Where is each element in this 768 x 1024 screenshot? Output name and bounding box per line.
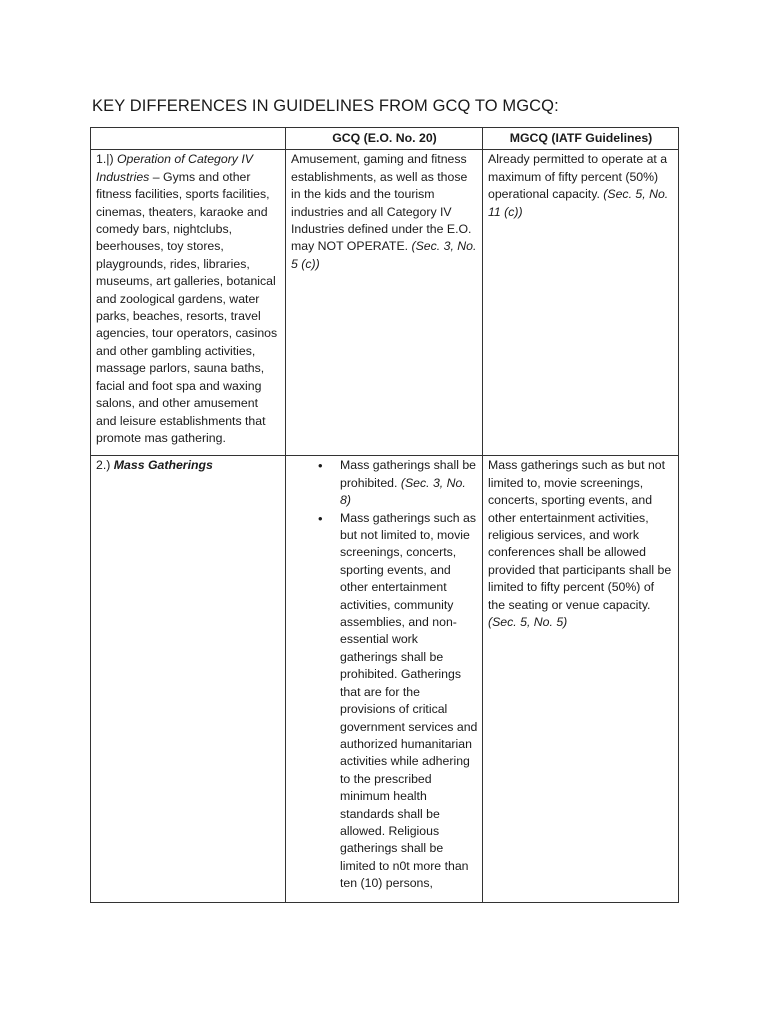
list-item bbox=[340, 457, 478, 509]
mgcq-citation: (Sec. 5, No. 5) bbox=[488, 615, 568, 630]
table-row bbox=[91, 150, 679, 456]
topic-number: 1.|) bbox=[96, 152, 117, 167]
bullet-citation: (Sec. 3, No. 8) bbox=[340, 475, 466, 508]
gcq-cell bbox=[286, 456, 483, 903]
header-topic bbox=[91, 128, 286, 150]
list-item bbox=[340, 510, 478, 893]
gcq-cell bbox=[286, 150, 483, 456]
header-gcq: GCQ (E.O. No. 20) bbox=[286, 128, 483, 150]
bullet-text: Mass gatherings such as but not limited to, movie screenings, concerts, sporting events, and other entertainment activities, community assemblies, and non-essential work gatherings shall be prohibited. Gatherings that are for the provisions of critical government services and authorized humanitarian activities while adhering to the prescribed minimum health standards shall be allowed. Religious gatherings shall be limited to n0t more than ten (10) persons, bbox=[340, 510, 478, 891]
mgcq-cell bbox=[483, 456, 679, 903]
gcq-text: Amusement, gaming and fitness establishments, as well as those in the kids and the tourism industries and all Category IV Industries defined under the E.O. may NOT OPERATE. bbox=[291, 152, 472, 254]
mgcq-citation: (Sec. 5, No. 11 (c)) bbox=[488, 187, 669, 219]
topic-description: – Gyms and other fitness facilities, sports facilities, cinemas, theaters, karaoke and comedy bars, nightclubs, beerhouses, toy stores, playgrounds, rides, libraries, museums, art galleries, botanical and zoological gardens, water parks, beaches, resorts, travel agencies, tour operators, casinos and other gambling activities, massage parlors, sauna baths, facial and foot spa and waxing salons, and other amusement and leisure establishments that promote mas gathering. bbox=[96, 169, 278, 445]
document-title: KEY DIFFERENCES IN GUIDELINES FROM GCQ TO MGCQ: bbox=[92, 97, 559, 115]
topic-cell bbox=[91, 456, 286, 903]
topic-title: Operation of Category IV Industries bbox=[96, 152, 253, 184]
gcq-bullet-list bbox=[291, 457, 478, 892]
mgcq-text: Mass gatherings such as but not limited to, movie screenings, concerts, sporting events, and other entertainment activities, religious services, and work conferences shall be allowed provided that participants shall be limited to fifty percent (50%) of the seating or venue capacity. bbox=[488, 458, 672, 612]
topic-cell bbox=[91, 150, 286, 456]
mgcq-text: Already permitted to operate at a maximum of fifty percent (50%) operational capacity. bbox=[488, 152, 668, 202]
header-mgcq: MGCQ (IATF Guidelines) bbox=[483, 128, 679, 150]
bullet-text: Mass gatherings shall be prohibited. bbox=[340, 458, 477, 490]
topic-title: Mass Gatherings bbox=[113, 458, 213, 473]
table-header-row bbox=[91, 128, 679, 150]
guidelines-table bbox=[90, 127, 679, 903]
topic-number: 2.) bbox=[96, 458, 114, 473]
gcq-citation: (Sec. 3, No. 5 (c)) bbox=[291, 239, 477, 271]
mgcq-cell bbox=[483, 150, 679, 456]
table-row bbox=[91, 456, 679, 903]
